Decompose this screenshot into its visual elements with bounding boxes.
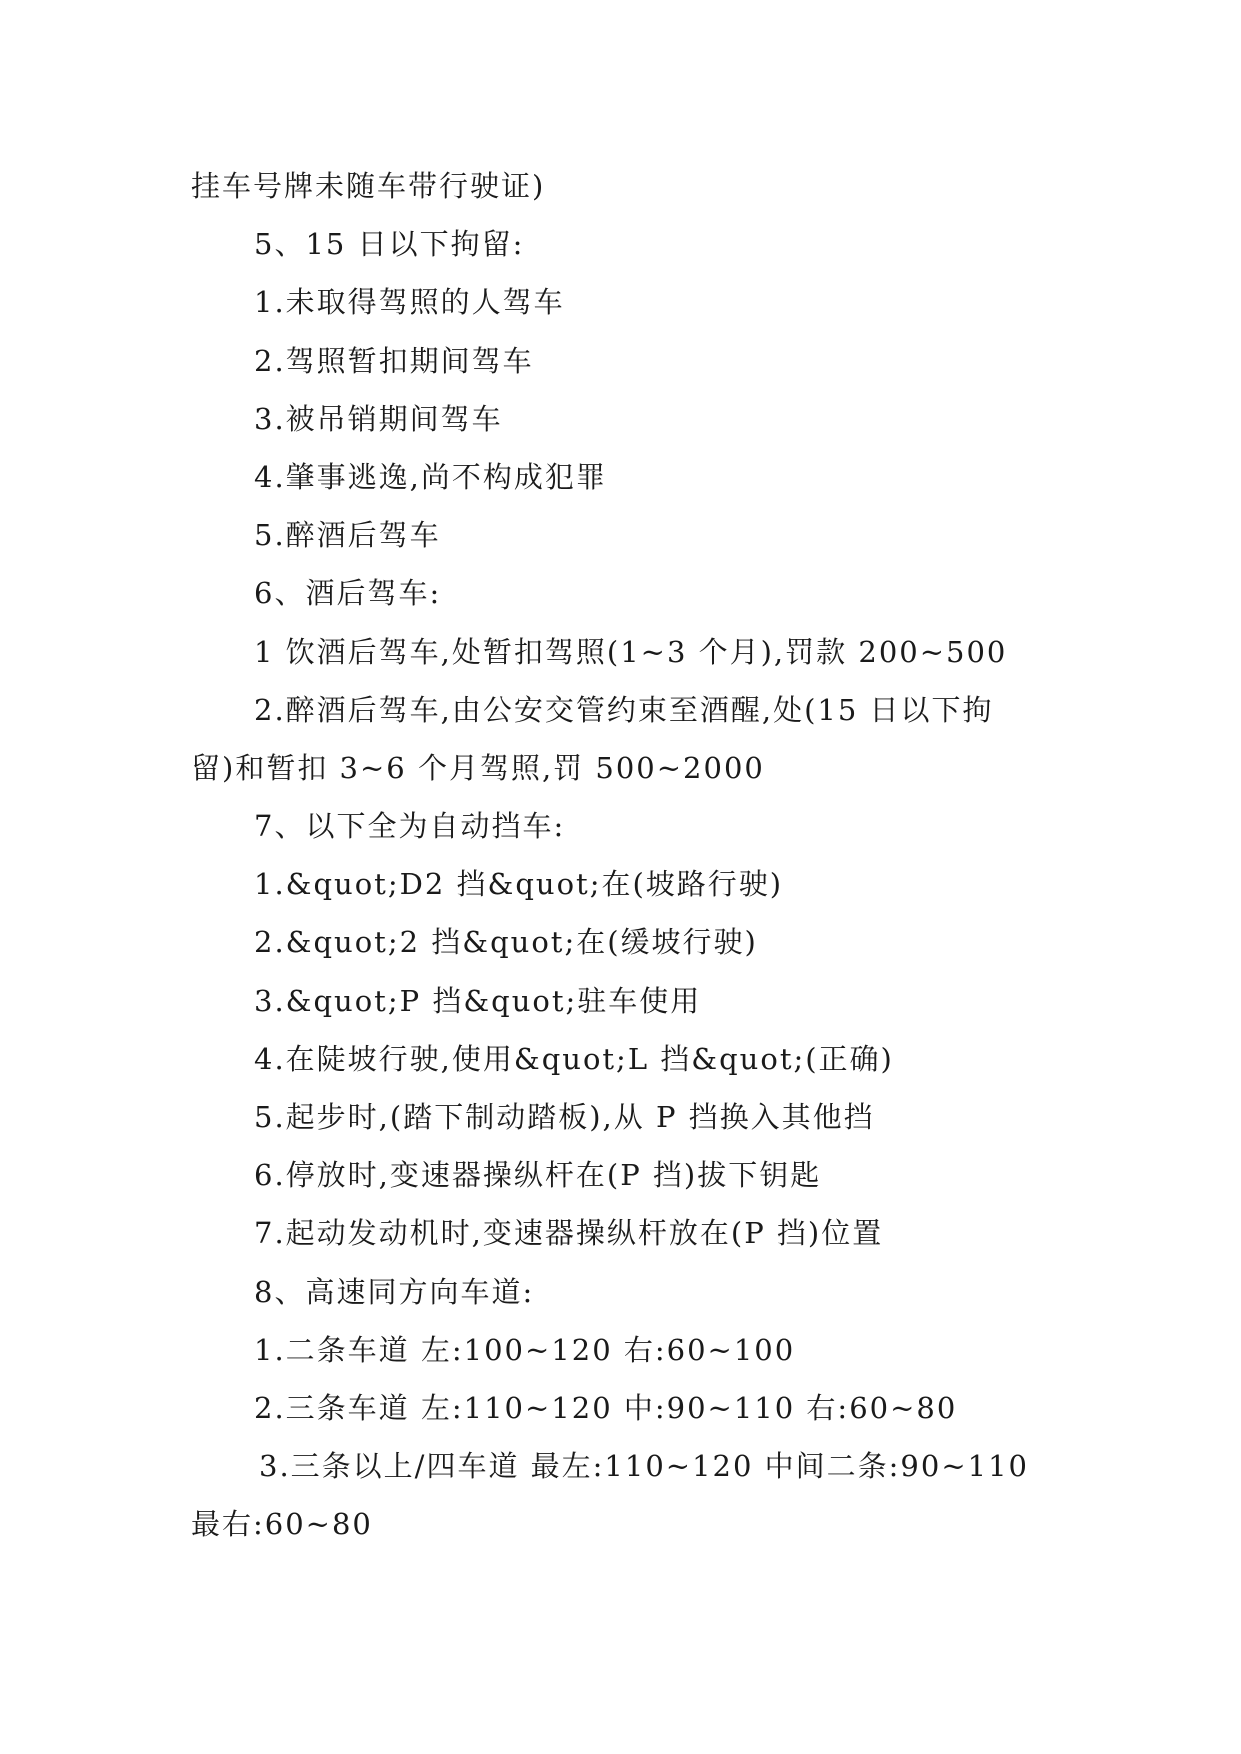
document-body [191, 157, 1051, 1554]
list-item: 4.在陡坡行驶,使用&quot;L 挡&quot;(正确) [254, 1041, 894, 1076]
list-item: 2.三条车道 左:110~120 中:90~110 右:60~80 [254, 1390, 958, 1425]
list-item: 1.二条车道 左:100~120 右:60~100 [254, 1332, 796, 1367]
list-item: 3.三条以上/四车道 最左:110~120 中间二条:90~110 [259, 1449, 1029, 1484]
list-item: 3.&quot;P 挡&quot;驻车使用 [254, 983, 702, 1018]
list-item: 3.被吊销期间驾车 [254, 401, 503, 436]
list-item: 1.&quot;D2 挡&quot;在(坡路行驶) [254, 867, 784, 902]
section-heading-automatic-transmission: 7、以下全为自动挡车: [254, 809, 566, 844]
list-item: 6.停放时,变速器操纵杆在(P 挡)拔下钥匙 [254, 1158, 822, 1193]
section-heading-detention: 5、15 日以下拘留: [254, 227, 525, 262]
list-item: 1.未取得驾照的人驾车 [254, 285, 565, 320]
list-item: 4.肇事逃逸,尚不构成犯罪 [254, 459, 607, 494]
text-line-continuation: 挂车号牌未随车带行驶证) [191, 169, 546, 203]
list-item: 5.起步时,(踏下制动踏板),从 P 挡换入其他挡 [254, 1100, 875, 1134]
list-item: 2.&quot;2 挡&quot;在(缓坡行驶) [254, 925, 758, 960]
list-item: 2.醉酒后驾车,由公安交管约束至酒醒,处(15 日以下拘 [254, 692, 994, 727]
text-line-continuation: 最右:60~80 [191, 1507, 373, 1542]
section-heading-drunk-driving: 6、酒后驾车: [254, 576, 442, 611]
text-line-continuation: 留)和暂扣 3~6 个月驾照,罚 500~2000 [191, 750, 765, 785]
list-item: 7.起动发动机时,变速器操纵杆放在(P 挡)位置 [254, 1216, 884, 1251]
list-item: 5.醉酒后驾车 [254, 518, 441, 553]
section-heading-highway-lanes: 8、高速同方向车道: [254, 1274, 535, 1309]
list-item: 1 饮酒后驾车,处暂扣驾照(1~3 个月),罚款 200~500 [254, 634, 1008, 669]
list-item: 2.驾照暂扣期间驾车 [254, 343, 534, 378]
